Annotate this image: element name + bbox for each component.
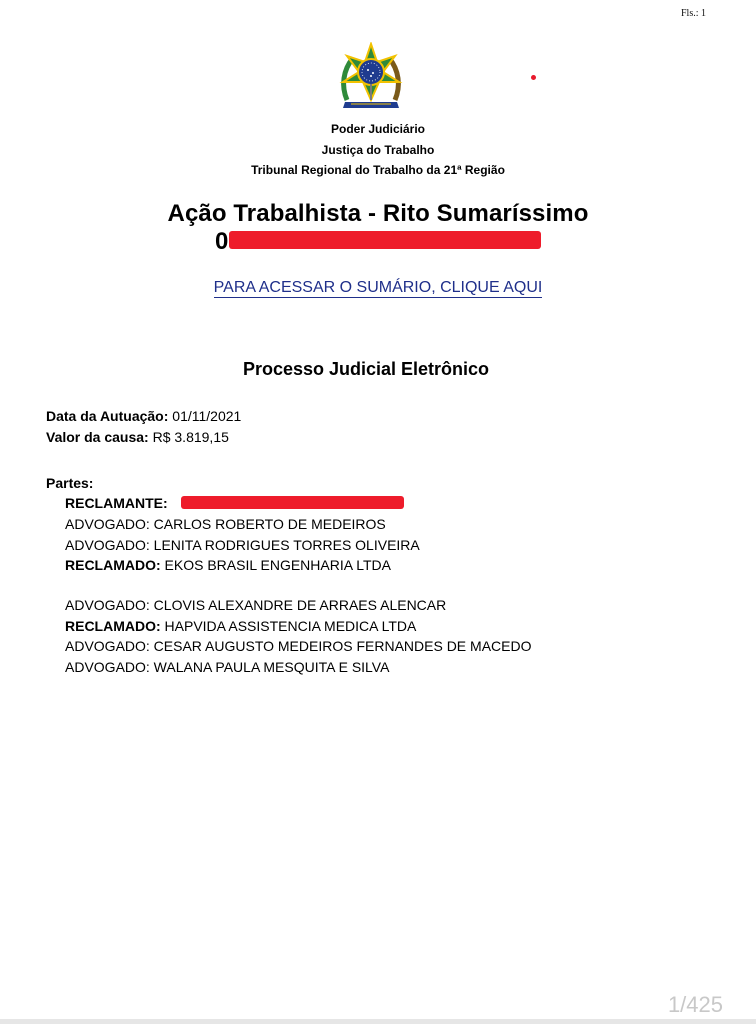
date-row bbox=[46, 407, 241, 425]
reclamado-row-1 bbox=[65, 556, 391, 574]
reclamado-value-2: HAPVIDA ASSISTENCIA MEDICA LTDA bbox=[164, 618, 417, 634]
redaction-process-number bbox=[229, 231, 541, 249]
section-title: Processo Judicial Eletrônico bbox=[242, 359, 490, 379]
header-line-2: Justiça do Trabalho bbox=[321, 143, 435, 157]
red-mark bbox=[531, 75, 536, 80]
reclamante-row bbox=[65, 494, 168, 512]
bottom-bar bbox=[0, 1019, 756, 1024]
header-line-3: Tribunal Regional do Trabalho da 21ª Região bbox=[251, 163, 505, 177]
process-number: 0 bbox=[215, 228, 229, 255]
lawyer-row-1: ADVOGADO: CARLOS ROBERTO DE MEDEIROS bbox=[65, 516, 386, 532]
redaction-reclamante bbox=[181, 496, 404, 509]
coat-of-arms-icon bbox=[337, 42, 405, 112]
reclamado-label-2: RECLAMADO: bbox=[65, 618, 161, 634]
value-row bbox=[46, 428, 229, 446]
reclamado-value-1: EKOS BRASIL ENGENHARIA LTDA bbox=[164, 557, 391, 573]
lawyer-row-2: ADVOGADO: LENITA RODRIGUES TORRES OLIVEIRA bbox=[65, 537, 420, 553]
date-value: 01/11/2021 bbox=[172, 408, 242, 424]
parties-label: Partes: bbox=[46, 475, 94, 491]
reclamante-label: RECLAMANTE: bbox=[65, 495, 168, 511]
summary-link-text[interactable]: PARA ACESSAR O SUMÁRIO, CLIQUE AQUI bbox=[213, 279, 543, 296]
value-label: Valor da causa: bbox=[46, 429, 149, 445]
value-value: R$ 3.819,15 bbox=[152, 429, 229, 445]
header-line-1: Poder Judiciário bbox=[330, 122, 426, 136]
summary-link[interactable] bbox=[0, 279, 756, 297]
lawyer-row-3: ADVOGADO: CLOVIS ALEXANDRE DE ARRAES ALENCAR bbox=[65, 597, 447, 613]
lawyer-row-4: ADVOGADO: CESAR AUGUSTO MEDEIROS FERNANDES DE MACEDO bbox=[65, 638, 532, 654]
page-counter: 1/425 bbox=[667, 992, 723, 1017]
reclamado-label-1: RECLAMADO: bbox=[65, 557, 161, 573]
lawyer-row-5: ADVOGADO: WALANA PAULA MESQUITA E SILVA bbox=[65, 659, 390, 675]
document-title: Ação Trabalhista - Rito Sumaríssimo bbox=[167, 200, 589, 227]
page-folio: Fls.: 1 bbox=[680, 8, 706, 19]
reclamado-row-2 bbox=[65, 617, 416, 635]
date-label: Data da Autuação: bbox=[46, 408, 169, 424]
